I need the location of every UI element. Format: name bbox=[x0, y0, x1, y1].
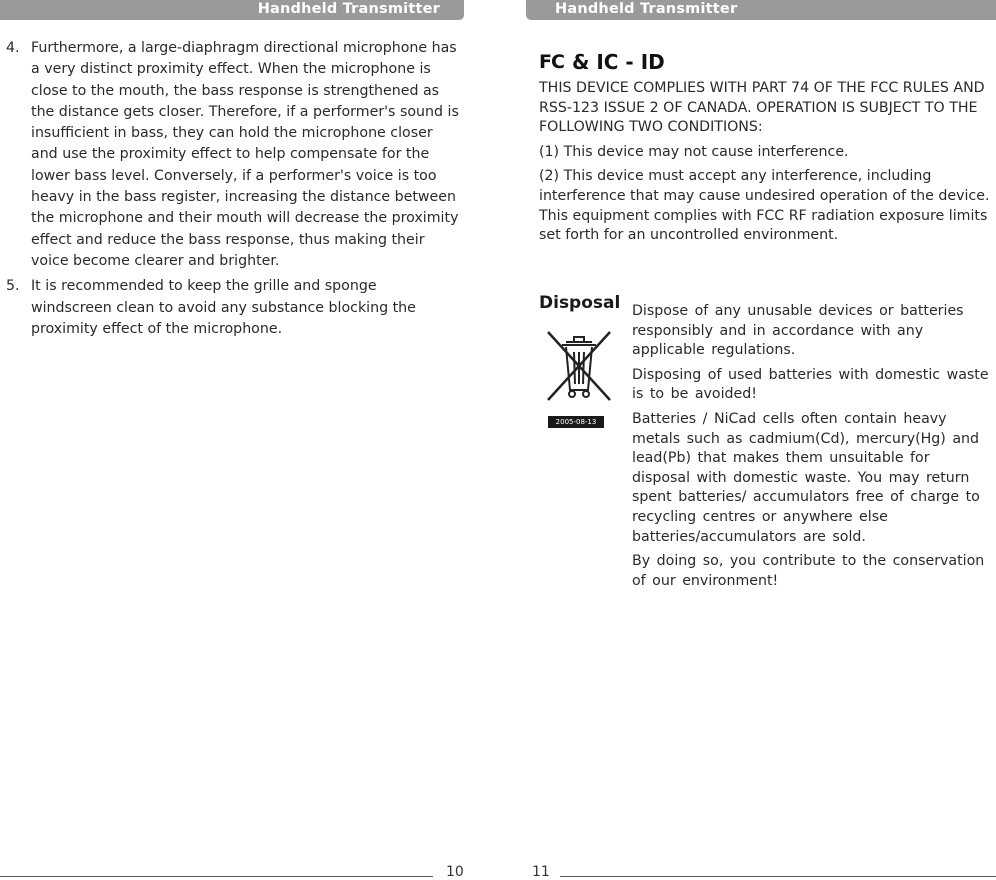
fcc-paragraph: (2) This device must accept any interference, including interference that may cause undesired operation of the device. This equipment complies with FCC RF radiation exposure limits set forth for an uncontrolled environment. bbox=[539, 168, 990, 244]
list-item-text: It is recommended to keep the grille and sponge windscreen clean to avoid any substance blocking the proximity effect of the microphone. bbox=[31, 278, 416, 337]
disposal-paragraph: By doing so, you contribute to the conservation of our environment! bbox=[632, 553, 985, 589]
page-number: 11 bbox=[532, 864, 550, 880]
fcc-heading bbox=[539, 50, 665, 74]
fcc-logo-icon: FC bbox=[539, 51, 564, 73]
page-header: Handheld Transmitter bbox=[526, 0, 996, 20]
numbered-list bbox=[0, 38, 460, 344]
list-item-text: Furthermore, a large-diaphragm directional microphone has a very distinct proximity effect. When the microphone is close to the mouth, the bass response is strengthened as the distance gets closer. Therefore, if a performer's sound is insufficient in bass, they can hold the microphone closer and use the proximity effect to help compensate for the lower bass level. Conversely, if a performer's voice is too heavy in the bass register, increasing the distance between the microphone and their mouth will decrease the proximity effect and reduce the bass response, thus making their voice become clearer and brighter. bbox=[31, 40, 459, 269]
date-badge: 2005-08-13 bbox=[548, 416, 604, 428]
list-item-number: 4. bbox=[6, 40, 20, 56]
fcc-paragraph: THIS DEVICE COMPLIES WITH PART 74 OF THE FCC RULES AND RSS-123 ISSUE 2 OF CANADA. OPERATION IS SUBJECT TO THE FOLLOWING TWO CONDITIONS: bbox=[539, 80, 985, 136]
disposal-paragraph: Batteries / NiCad cells often contain heavy metals such as cadmium(Cd), mercury(Hg) and lead(Pb) that makes them unsuitable for disposal with domestic waste. You may return spent batteries/ accumulators free of charge to recycling centres or anywhere else batteries/accumulators are sold. bbox=[632, 410, 980, 545]
fcc-paragraph: (1) This device may not cause interference. bbox=[539, 143, 849, 160]
disposal-heading: Disposal bbox=[539, 293, 621, 313]
right-page bbox=[526, 0, 996, 879]
list-item-number: 5. bbox=[6, 278, 20, 295]
disposal-paragraph: Dispose of any unusable devices or batteries responsibly and in accordance with any applicable regulations. bbox=[632, 303, 964, 359]
list-item bbox=[0, 276, 460, 340]
fcc-statement bbox=[539, 79, 991, 251]
fcc-title-text: & IC - ID bbox=[571, 50, 665, 74]
left-page bbox=[0, 0, 470, 879]
crossed-out-bin-icon bbox=[544, 328, 614, 404]
disposal-body bbox=[632, 302, 990, 596]
page-header: Handheld Transmitter bbox=[0, 0, 464, 20]
page-number: 10 bbox=[446, 864, 464, 880]
disposal-paragraph: Disposing of used batteries with domestic waste is to be avoided! bbox=[632, 366, 989, 403]
footer-rule bbox=[0, 876, 433, 877]
footer-rule bbox=[560, 876, 996, 877]
list-item bbox=[0, 38, 460, 272]
